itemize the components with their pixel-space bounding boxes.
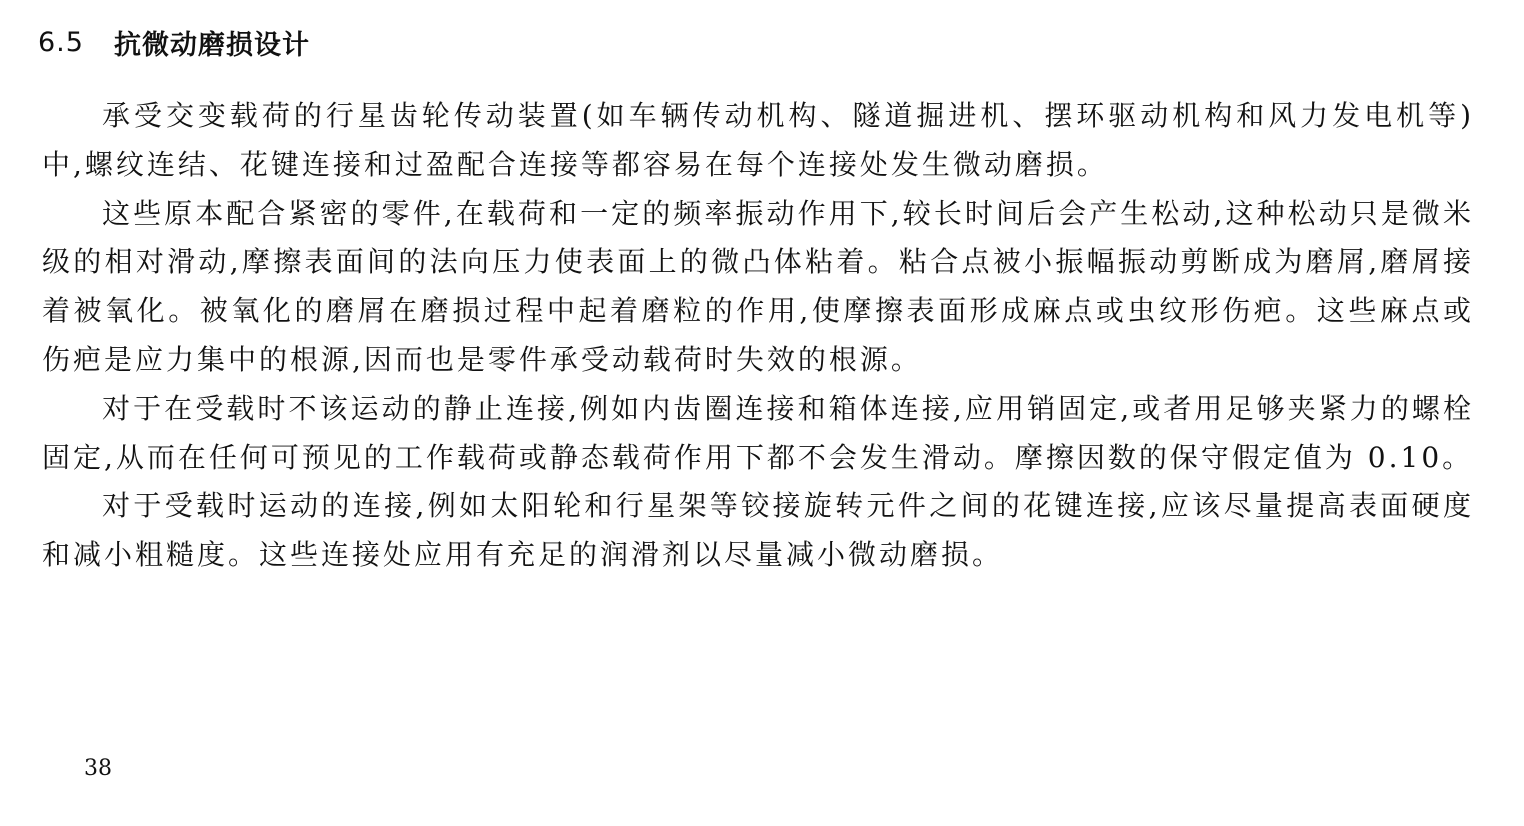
section-body [42, 92, 1474, 580]
section-title: 抗微动磨损设计 [114, 29, 310, 61]
paragraph-2: 这些原本配合紧密的零件,在载荷和一定的频率振动作用下,较长时间后会产生松动,这种松动只是微米级的相对滑动,摩擦表面间的法向压力使表面上的微凸体粘着。粘合点被小振幅振动剪断成为磨屑,磨屑接着被氧化。被氧化的磨屑在磨损过程中起着磨粒的作用,使摩擦表面形成麻点或虫纹形伤疤。这些麻点或伤疤是应力集中的根源,因而也是零件承受动载荷时失效的根源。 [42, 196, 1474, 376]
paragraph-1: 承受交变载荷的行星齿轮传动装置(如车辆传动机构、隧道掘进机、摆环驱动机构和风力发电机等)中,螺纹连结、花键连接和过盈配合连接等都容易在每个连接处发生微动磨损。 [42, 99, 1474, 181]
paragraph-4: 对于受载时运动的连接,例如太阳轮和行星架等铰接旋转元件之间的花键连接,应该尽量提高表面硬度和减小粗糙度。这些连接处应用有充足的润滑剂以尽量减小微动磨损。 [42, 489, 1474, 572]
section-number: 6.5 [38, 26, 84, 58]
section-heading [38, 22, 310, 62]
page-number: 38 [84, 756, 112, 781]
paragraph-3: 对于在受载时不该运动的静止连接,例如内齿圈连接和箱体连接,应用销固定,或者用足够夹紧力的螺栓固定,从而在任何可预见的工作载荷或静态载荷作用下都不会发生滑动。摩擦因数的保守假定值为 0.10。 [42, 391, 1474, 474]
